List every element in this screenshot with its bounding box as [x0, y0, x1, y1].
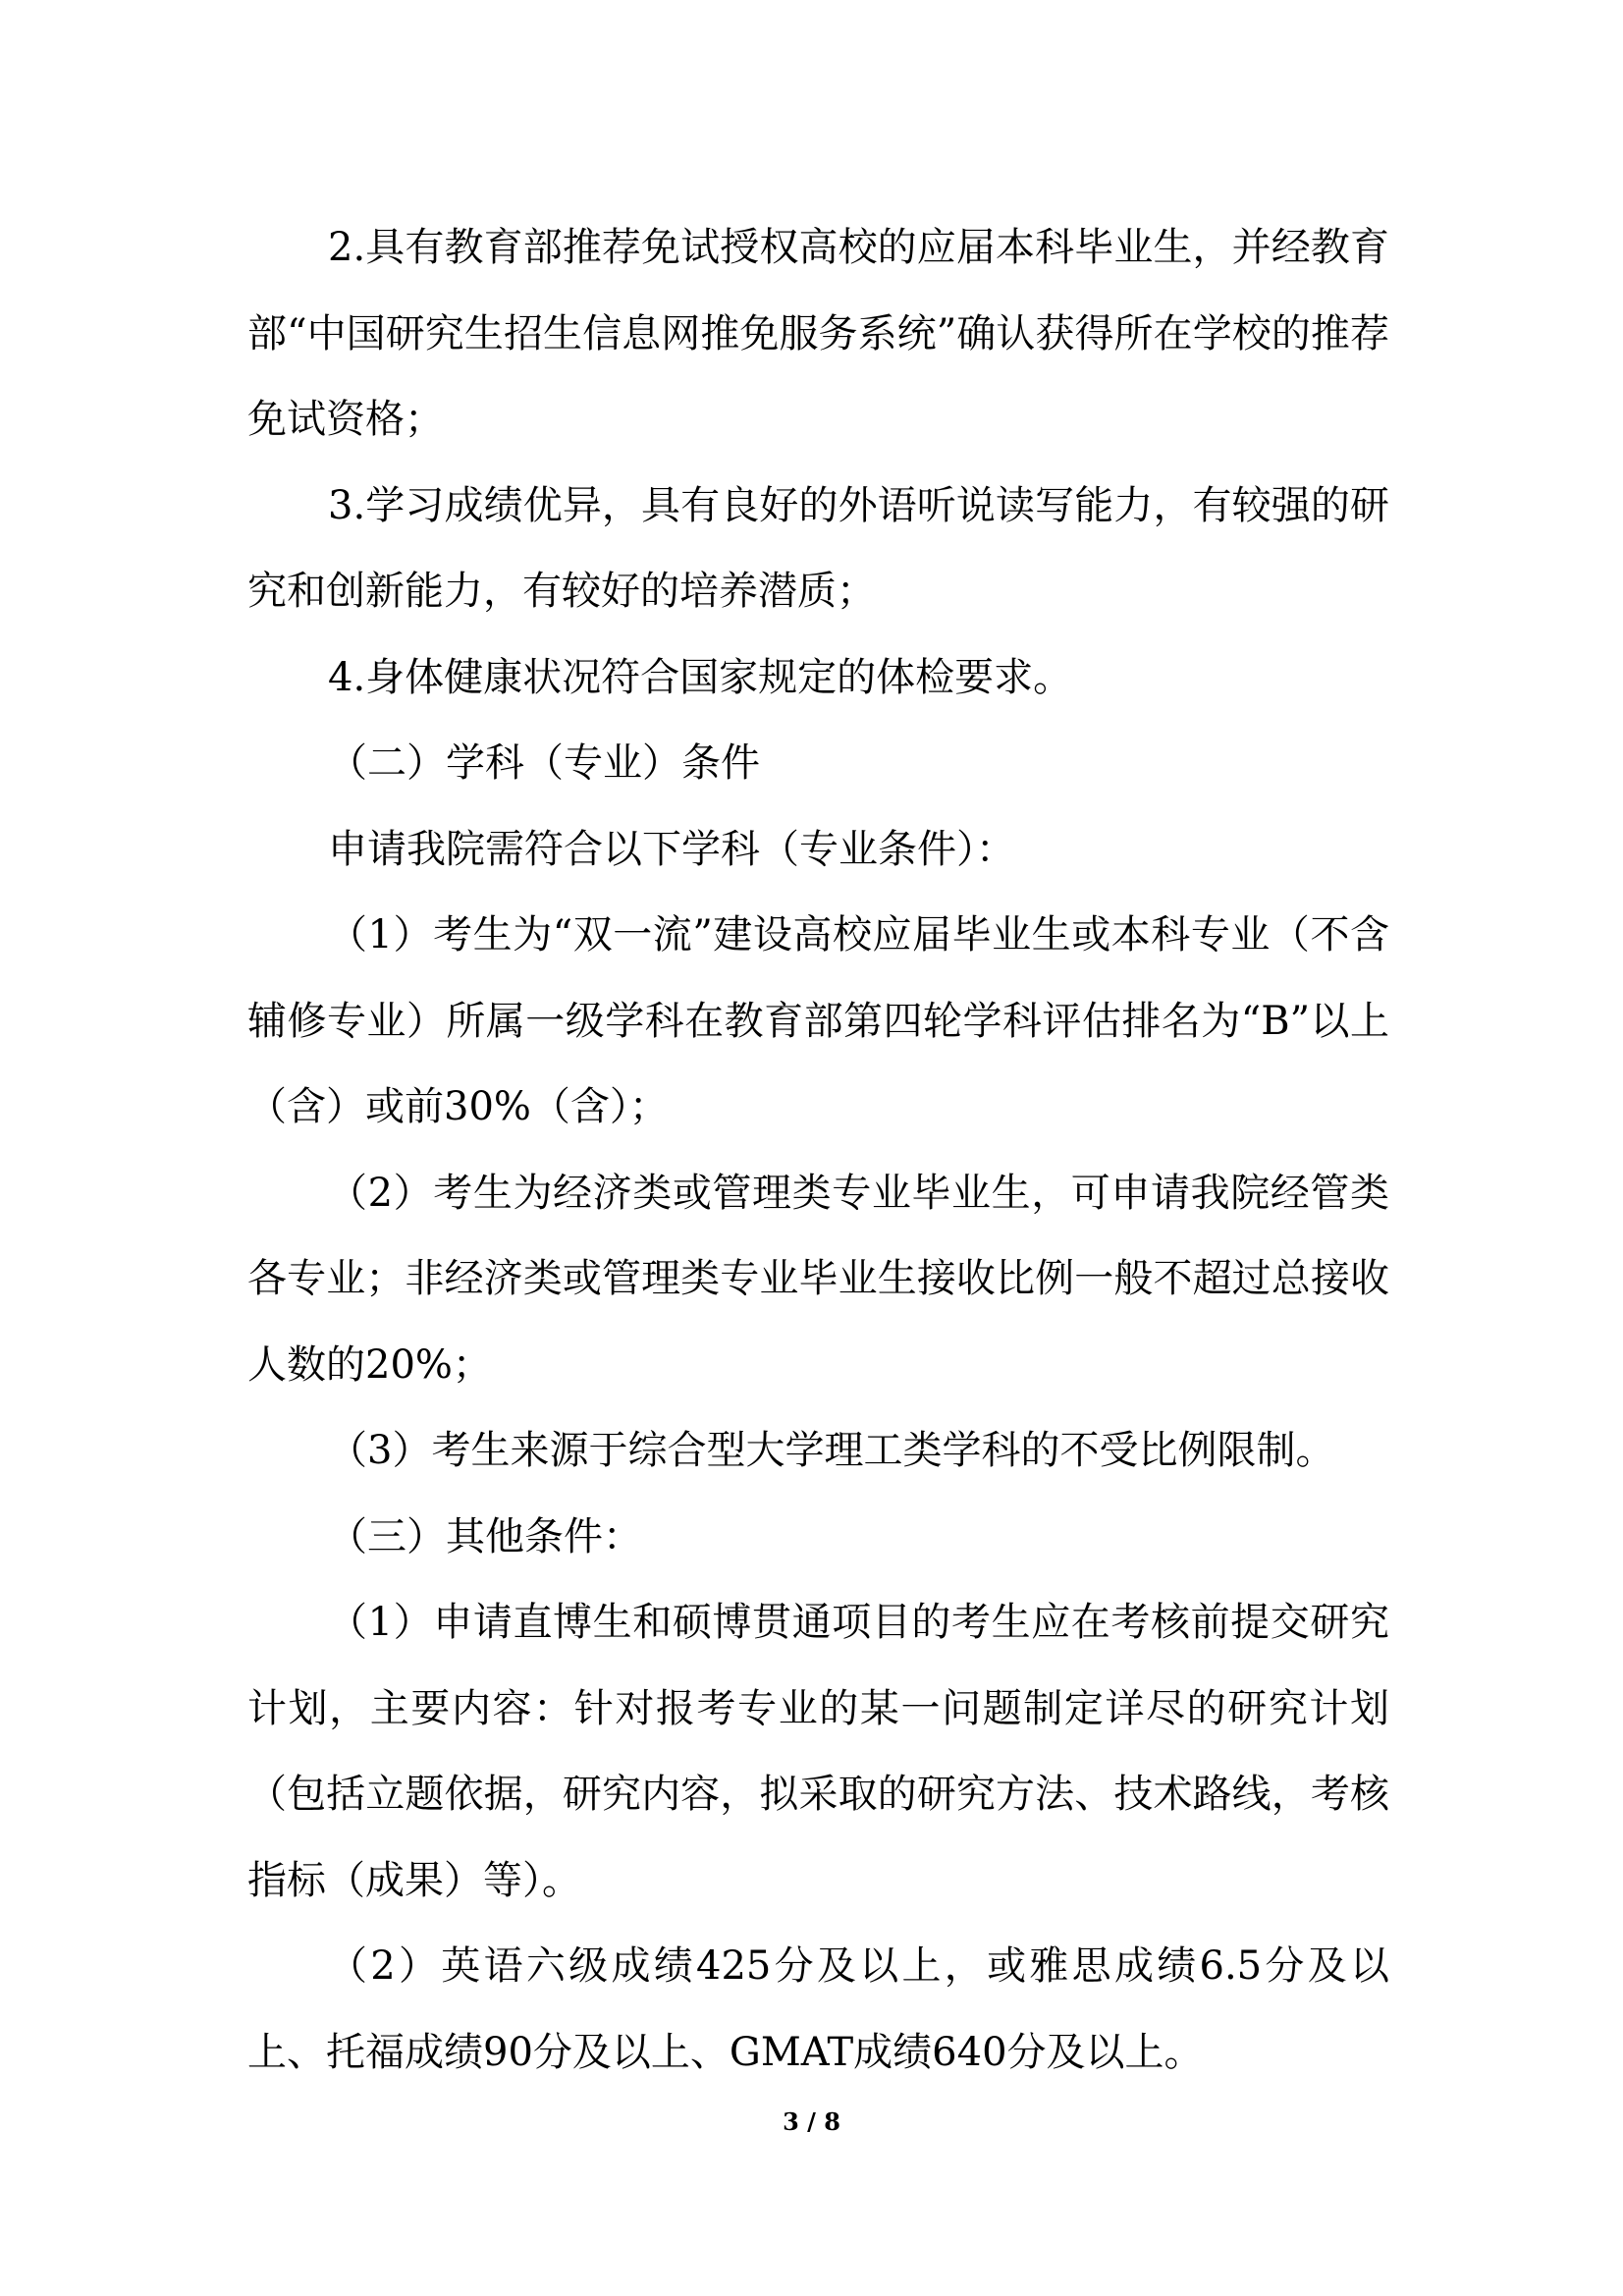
document-body: [247, 205, 1389, 2096]
paragraph-eligibility-3: 3.学习成绩优异，具有良好的外语听说读写能力，有较强的研究和创新能力，有较好的培养潜质；: [247, 482, 1389, 614]
section-heading-other: （三）其他条件：: [328, 1513, 642, 1559]
section-heading-discipline: （二）学科（专业）条件: [328, 740, 760, 786]
paragraph-discipline-2: （2）考生为经济类或管理类专业毕业生，可申请我院经管类各专业；非经济类或管理类专业毕业生接收比例一般不超过总接收人数的20%；: [247, 1170, 1389, 1388]
paragraph-other-2: （2）英语六级成绩425分及以上，或雅思成绩6.5分及以上、托福成绩90分及以上、GMAT成绩640分及以上。: [247, 1943, 1389, 2075]
paragraph-other-1: （1）申请直博生和硕博贯通项目的考生应在考核前提交研究计划，主要内容：针对报考专业的某一问题制定详尽的研究计划（包括立题依据，研究内容，拟采取的研究方法、技术路线，考核指标（成果）等）。: [247, 1600, 1389, 1903]
paragraph-discipline-1: （1）考生为“双一流”建设高校应届毕业生或本科专业（不含辅修专业）所属一级学科在教育部第四轮学科评估排名为“B”以上（含）或前30%（含）；: [247, 912, 1389, 1129]
page-number: 3 / 8: [783, 2107, 840, 2136]
paragraph-eligibility-4: 4.身体健康状况符合国家规定的体检要求。: [328, 654, 1073, 700]
paragraph-discipline-intro: 申请我院需符合以下学科（专业条件）：: [328, 826, 1015, 872]
paragraph-eligibility-2: 2.具有教育部推荐免试授权高校的应届本科毕业生，并经教育部“中国研究生招生信息网推免服务系统”确认获得所在学校的推荐免试资格；: [247, 225, 1389, 442]
paragraph-discipline-3: （3）考生来源于综合型大学理工类学科的不受比例限制。: [328, 1428, 1335, 1473]
